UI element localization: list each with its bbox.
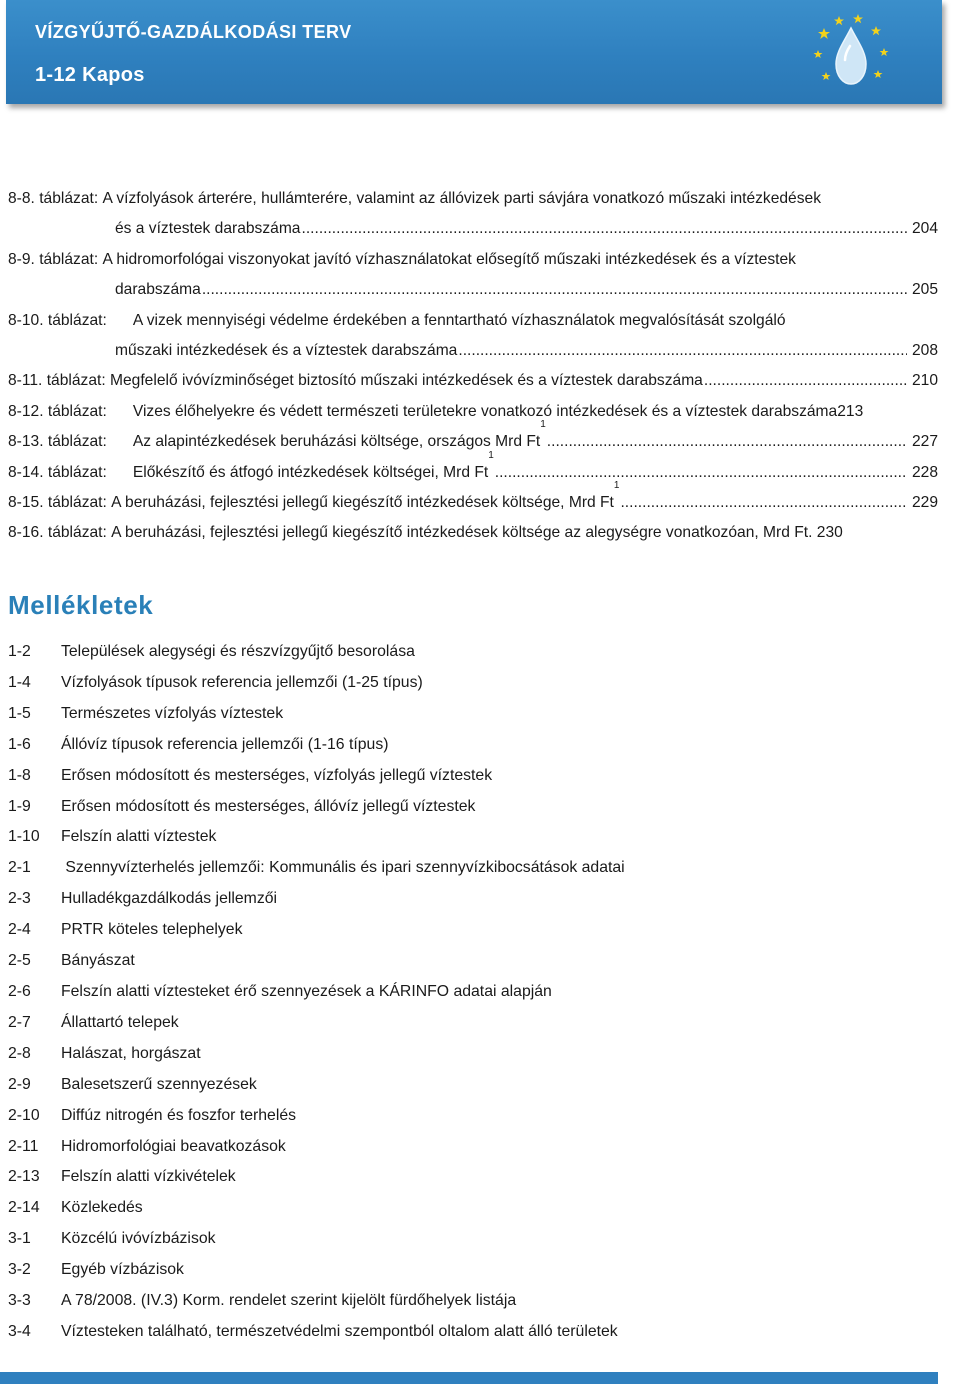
appendix-label: Felszín alatti vízkivételek bbox=[61, 1168, 236, 1186]
appendix-item[interactable] bbox=[8, 1008, 938, 1039]
appendix-item[interactable] bbox=[8, 1070, 938, 1101]
toc-page-number: 208 bbox=[911, 342, 938, 360]
appendix-label: Közlekedés bbox=[61, 1199, 143, 1217]
appendix-item[interactable] bbox=[8, 977, 938, 1008]
appendix-code: 1-10 bbox=[8, 828, 40, 846]
appendix-item[interactable] bbox=[8, 699, 938, 730]
appendix-item[interactable] bbox=[8, 946, 938, 977]
appendix-item[interactable] bbox=[8, 884, 938, 915]
toc-entry-title: Az alapintézkedések beruházási költsége, országos Mrd Ft bbox=[132, 433, 541, 451]
appendix-label: Felszín alatti víztestek bbox=[61, 828, 217, 846]
table-of-contents bbox=[8, 184, 938, 549]
appendix-item[interactable] bbox=[8, 1317, 938, 1348]
toc-entry-8-8[interactable] bbox=[8, 184, 938, 245]
appendix-item[interactable] bbox=[8, 1039, 938, 1070]
appendix-item[interactable] bbox=[8, 822, 938, 853]
appendix-item[interactable] bbox=[8, 915, 938, 946]
toc-entry-title: Előkészítő és átfogó intézkedések költségei, Mrd Ft bbox=[132, 463, 489, 481]
appendix-code: 2-3 bbox=[8, 890, 31, 908]
appendix-code: 2-13 bbox=[8, 1168, 40, 1186]
toc-entry-8-10[interactable] bbox=[8, 306, 938, 367]
document-subtitle: 1-12 Kapos bbox=[35, 64, 145, 86]
appendix-code: 2-9 bbox=[8, 1075, 31, 1093]
toc-entry-number: 8-9. táblázat: bbox=[8, 250, 99, 268]
toc-entry-8-16[interactable] bbox=[8, 518, 938, 548]
toc-page-number: 205 bbox=[911, 281, 938, 299]
appendix-code: 3-4 bbox=[8, 1322, 31, 1340]
toc-entry-number: 8-12. táblázat: bbox=[8, 402, 107, 420]
toc-entry-title: A hidromorfológai viszonyokat javító vízhasználatokat elősegítő műszaki intézkedések és a víztestek bbox=[102, 250, 796, 268]
toc-entry-title-cont: és a víztestek darabszáma bbox=[115, 220, 301, 238]
appendix-label: Állattartó telepek bbox=[61, 1013, 179, 1031]
appendix-code: 1-8 bbox=[8, 766, 31, 784]
toc-leader-dots bbox=[458, 336, 906, 366]
toc-entry-number: 8-15. táblázat: bbox=[8, 494, 107, 512]
appendix-label: Erősen módosított és mesterséges, állóvíz jellegű víztestek bbox=[61, 797, 476, 815]
appendix-label: Hidromorfológiai beavatkozások bbox=[61, 1137, 286, 1155]
toc-entry-8-11[interactable] bbox=[8, 366, 938, 396]
toc-entry-title: A vizek mennyiségi védelme érdekében a fenntartható vízhasználatok megvalósítását szolgáló bbox=[132, 311, 786, 329]
appendix-item[interactable] bbox=[8, 637, 938, 668]
toc-entry-footnote: 1 bbox=[540, 419, 546, 431]
appendix-code: 2-7 bbox=[8, 1013, 31, 1031]
toc-page-number: 229 bbox=[911, 494, 938, 512]
appendix-list bbox=[8, 637, 938, 1348]
appendix-item[interactable] bbox=[8, 1286, 938, 1317]
toc-leader-dots bbox=[202, 275, 907, 305]
appendix-label: Települések alegységi és részvízgyűjtő besorolása bbox=[61, 643, 415, 660]
appendix-code: 2-14 bbox=[8, 1199, 40, 1217]
toc-leader-dots bbox=[301, 214, 906, 244]
toc-page-number: 204 bbox=[911, 220, 938, 238]
appendix-item[interactable] bbox=[8, 1101, 938, 1132]
appendix-item[interactable] bbox=[8, 730, 938, 761]
toc-entry-number: 8-16. táblázat: bbox=[8, 524, 107, 542]
appendix-label: Természetes vízfolyás víztestek bbox=[61, 704, 284, 722]
toc-entry-title-cont: darabszáma bbox=[115, 281, 201, 299]
appendix-label: Felszín alatti víztesteket érő szennyezések a KÁRINFO adatai alapján bbox=[61, 982, 552, 1000]
toc-entry-footnote: 1 bbox=[613, 480, 620, 492]
toc-entry-number: 8-11. táblázat: bbox=[8, 372, 106, 390]
footer-bar bbox=[0, 1372, 938, 1384]
toc-entry-8-13[interactable] bbox=[8, 419, 938, 457]
toc-entry-8-9[interactable] bbox=[8, 245, 938, 306]
appendix-code: 2-10 bbox=[8, 1106, 40, 1124]
appendix-label: Bányászat bbox=[61, 952, 135, 970]
toc-entry-8-15[interactable] bbox=[8, 480, 938, 518]
appendix-item[interactable] bbox=[8, 853, 938, 884]
appendix-code: 2-8 bbox=[8, 1044, 31, 1062]
appendix-code: 2-5 bbox=[8, 952, 31, 970]
appendix-code: 2-4 bbox=[8, 921, 31, 939]
appendix-label: Közcélú ivóvízbázisok bbox=[61, 1230, 216, 1248]
toc-leader-dots bbox=[704, 366, 907, 396]
toc-entry-title-cont: műszaki intézkedések és a víztestek darabszáma bbox=[115, 342, 458, 360]
appendix-code: 2-1 bbox=[8, 859, 31, 877]
toc-entry-number: 8-10. táblázat: bbox=[8, 311, 107, 329]
appendix-code: 2-6 bbox=[8, 982, 31, 1000]
appendix-code: 3-2 bbox=[8, 1261, 31, 1279]
appendix-label: Halászat, horgászat bbox=[61, 1044, 201, 1062]
toc-leader-dots bbox=[547, 427, 907, 457]
appendix-item[interactable] bbox=[8, 792, 938, 823]
appendix-label: PRTR köteles telephelyek bbox=[61, 921, 243, 939]
appendix-item[interactable] bbox=[8, 1255, 938, 1286]
toc-page-number: 213 bbox=[837, 402, 864, 420]
appendix-code: 1-9 bbox=[8, 797, 31, 815]
appendix-label: Víztesteken található, természetvédelmi szempontból oltalom alatt álló területek bbox=[61, 1322, 618, 1340]
header-banner bbox=[6, 0, 942, 104]
toc-entry-number: 8-14. táblázat: bbox=[8, 463, 107, 481]
toc-entry-footnote: 1 bbox=[488, 449, 494, 461]
appendix-code: 1-6 bbox=[8, 735, 31, 753]
toc-entry-title: A vízfolyások árterére, hullámterére, valamint az állóvizek parti sávjára vonatkozó műszaki intézkedések bbox=[102, 190, 821, 207]
toc-page-number: 230 bbox=[816, 524, 843, 542]
appendix-code: 3-1 bbox=[8, 1230, 31, 1248]
appendix-label: Vízfolyások típusok referencia jellemzői (1-25 típus) bbox=[61, 673, 423, 691]
appendix-label: A 78/2008. (IV.3) Korm. rendelet szerint kijelölt fürdőhelyek listája bbox=[61, 1292, 517, 1310]
appendix-label: Hulladékgazdálkodás jellemzői bbox=[61, 890, 278, 908]
appendix-label: Balesetszerű szennyezések bbox=[61, 1075, 257, 1093]
toc-entry-number: 8-13. táblázat: bbox=[8, 433, 107, 451]
toc-page-number: 227 bbox=[911, 433, 938, 451]
appendix-label: Diffúz nitrogén és foszfor terhelés bbox=[61, 1106, 297, 1124]
toc-entry-number: 8-8. táblázat: bbox=[8, 190, 99, 207]
toc-entry-title: Vizes élőhelyekre és védett természeti területekre vonatkozó intézkedések és a víztestek darabszáma bbox=[132, 402, 838, 420]
toc-leader-dots bbox=[620, 488, 906, 518]
appendix-item[interactable] bbox=[8, 1193, 938, 1224]
appendix-item[interactable] bbox=[8, 668, 938, 699]
document-title: VÍZGYŰJTŐ-GAZDÁLKODÁSI TERV bbox=[35, 22, 352, 42]
appendix-label: Egyéb vízbázisok bbox=[61, 1261, 184, 1279]
appendix-item[interactable] bbox=[8, 1162, 938, 1193]
appendix-code: 1-4 bbox=[8, 673, 31, 691]
appendix-label: Erősen módosított és mesterséges, vízfolyás jellegű víztestek bbox=[61, 766, 493, 784]
toc-entry-title: A beruházási, fejlesztési jellegű kiegészítő intézkedések költsége az alegységre vonatkozóan, Mrd Ft. bbox=[111, 524, 813, 542]
appendix-code: 2-11 bbox=[8, 1137, 39, 1155]
appendix-label: Állóvíz típusok referencia jellemzői (1-16 típus) bbox=[61, 735, 389, 753]
appendix-code: 3-3 bbox=[8, 1292, 31, 1310]
toc-page-number: 210 bbox=[911, 372, 938, 390]
toc-entry-8-14[interactable] bbox=[8, 449, 938, 488]
toc-page-number: 228 bbox=[911, 463, 938, 481]
appendix-item[interactable] bbox=[8, 1224, 938, 1255]
toc-entry-title: A beruházási, fejlesztési jellegű kiegészítő intézkedések költsége, Mrd Ft bbox=[111, 494, 614, 512]
appendix-label: Szennyvízterhelés jellemzői: Kommunális és ipari szennyvízkibocsátások adatai bbox=[61, 859, 625, 877]
toc-entry-8-12[interactable] bbox=[8, 397, 938, 427]
appendix-heading: Mellékletek bbox=[8, 590, 154, 620]
toc-leader-dots bbox=[495, 458, 907, 488]
appendix-code: 1-2 bbox=[8, 643, 31, 660]
toc-entry-title: Megfelelő ivóvízminőséget biztosító műszaki intézkedések és a víztestek darabszáma bbox=[110, 372, 703, 390]
appendix-code: 1-5 bbox=[8, 704, 31, 722]
appendix-item[interactable] bbox=[8, 1132, 938, 1163]
appendix-item[interactable] bbox=[8, 761, 938, 792]
water-drop-eu-stars-icon bbox=[806, 6, 896, 100]
